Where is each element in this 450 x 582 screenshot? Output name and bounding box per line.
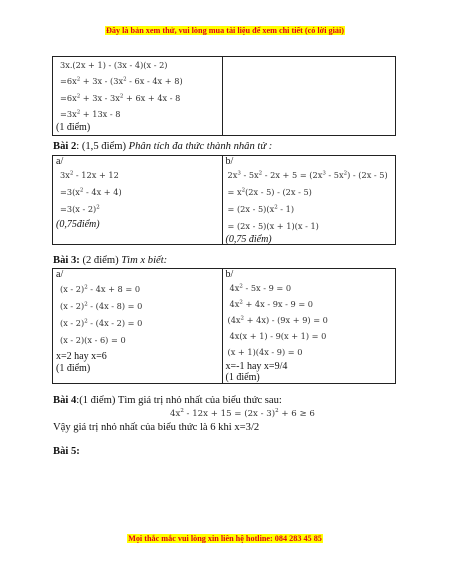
math-line: $=3x^2 + 13x - 8$ — [60, 109, 121, 119]
bai3-part-a — [53, 269, 223, 384]
math-line: = $x^2(2x - 5) - (2x - 5)$ — [227, 187, 312, 197]
score-label: (1 điểm) — [56, 122, 91, 133]
math-line: = $(2x - 5)(x^2 - 1)$ — [227, 204, 295, 214]
math-line: $4x^2 - 5x - 9 = 0$ — [229, 283, 292, 293]
empty-cell — [222, 57, 395, 136]
math-line: (x - 2)$^2$ - 4x + 8 = 0 — [60, 284, 141, 294]
bai3-heading: Bài 3: (2 điểm) Tìm x biết: — [53, 255, 168, 266]
top-solution-cell — [53, 57, 223, 136]
bai4-conclusion: Vậy giá trị nhỏ nhất của biểu thức là 6 khi x=3/2 — [53, 422, 260, 433]
hotline-banner-bottom: Mọi thắc mắc vui lòng xin liên hệ hotline: 084 283 45 85 — [128, 534, 322, 543]
math-line: $2x^3 - 5x^2 - 2x + 5 = (2x^3 - 5x^2) - (2x - 5)$ — [227, 170, 388, 180]
bai4-formula: $4x^2 - 12x + 15 = (2x - 3)^2 + 6 \ge 6$ — [170, 408, 315, 419]
bai5-heading: Bài 5: — [53, 446, 80, 457]
bai2-part-a — [53, 156, 223, 245]
score-label: (1 điểm) — [225, 372, 260, 383]
math-line: $(4x^2 + 4x) - (9x + 9) = 0$ — [227, 315, 328, 325]
part-label: b/ — [225, 269, 234, 280]
bai4-heading: Bài 4:(1 điểm) Tìm giá trị nhỏ nhất của biểu thức sau: — [53, 395, 282, 406]
math-line: =3(x - 2)$^2$ — [60, 204, 100, 214]
bai3-table — [52, 268, 396, 384]
math-line: $=6x^2 + 3x - 3x^2 + 6x + 4x - 8$ — [60, 93, 181, 103]
math-line: 3x.(2x + 1) - (3x - 4)(x - 2) — [60, 60, 168, 70]
math-line: (x + 1)(4x - 9) = 0 — [227, 347, 303, 357]
part-label: a/ — [56, 156, 64, 167]
math-line: (x - 2)$^2$ - (4x - 2) = 0 — [60, 318, 143, 328]
bai3-part-b — [222, 269, 395, 384]
math-line: 4x(x + 1) - 9(x + 1) = 0 — [229, 331, 327, 341]
math-line: $=6x^2 + 3x - (3x^2 - 6x - 4x + 8)$ — [60, 76, 183, 86]
math-line: (x - 2)(x - 6) = 0 — [60, 335, 126, 345]
result-label: x=-1 hay x=9/4 — [225, 361, 288, 372]
math-line: (x - 2)$^2$ - (4x - 8) = 0 — [60, 301, 143, 311]
math-line: $4x^2 + 4x - 9x - 9 = 0$ — [229, 299, 313, 309]
top-solution-table — [52, 56, 396, 136]
part-label: a/ — [56, 269, 64, 280]
math-line: $=3(x^2 - 4x + 4)$ — [60, 187, 122, 197]
math-line: $3x^2 - 12x + 12$ — [60, 170, 119, 180]
preview-banner-top: Đây là bản xem thử, vui lòng mua tài liệu để xem chi tiết (có lời giải) — [105, 26, 344, 35]
score-label: (1 điểm) — [56, 363, 91, 374]
result-label: x=2 hay x=6 — [56, 351, 107, 362]
bai2-part-b — [222, 156, 395, 245]
part-label: b/ — [225, 156, 234, 167]
bai2-heading: Bài 2: (1,5 điểm) Phân tích đa thức thành nhân tử : — [53, 141, 273, 152]
math-line: = (2x - 5)(x + 1)(x - 1) — [227, 221, 319, 231]
bai2-table — [52, 155, 396, 245]
score-label: (0,75 điểm) — [225, 234, 272, 245]
score-label: (0,75điểm) — [56, 219, 100, 230]
